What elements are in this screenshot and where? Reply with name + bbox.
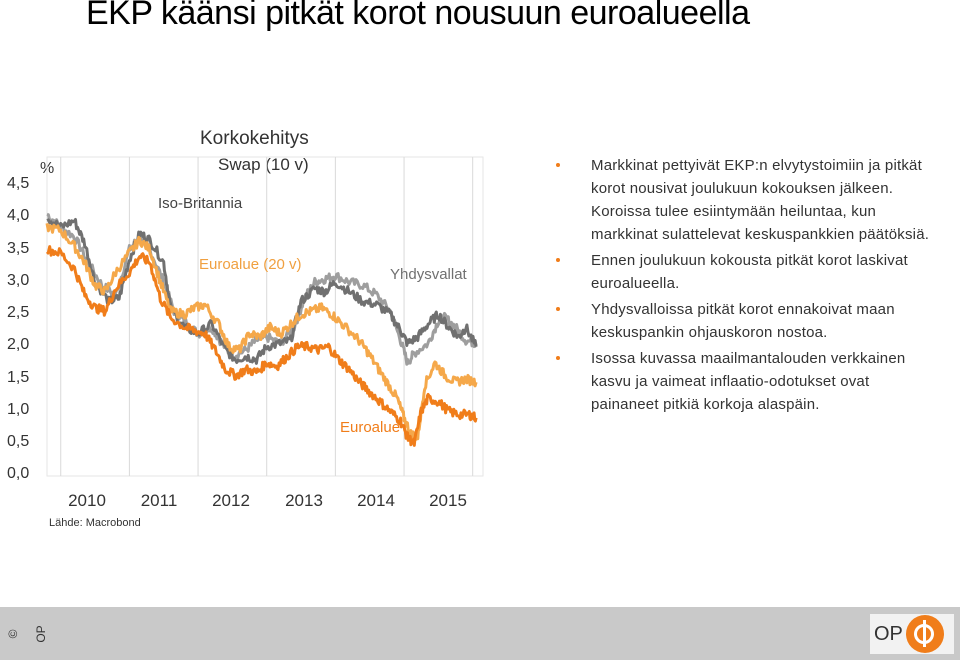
bullet-item xyxy=(556,249,936,295)
op-logo-icon xyxy=(906,615,944,653)
series-label-yhdysvallat: Yhdysvallat xyxy=(390,266,467,283)
source-note: Lähde: Macrobond xyxy=(49,517,141,527)
y-tick-label: 4,5 xyxy=(7,175,30,192)
bullet-text: Markkinat pettyivät EKP:n elvytystoimiin ja pitkät korot nousivat joulukuun kokouksen jälkeen. Koroissa tulee esiintymään heiluntaa, kun markkinat sulattelevat keskuspankkien päätöksiä. xyxy=(591,157,930,243)
x-tick-label: 2011 xyxy=(140,491,178,510)
y-tick-label: 1,5 xyxy=(7,369,30,386)
bullet-dot-icon xyxy=(556,258,560,262)
x-tick-label: 2014 xyxy=(357,491,395,510)
bullet-text: Ennen joulukuun kokousta pitkät korot laskivat euroalueella. xyxy=(591,252,908,292)
chart-subtitle: Swap (10 v) xyxy=(218,155,309,174)
y-tick-label: 0,5 xyxy=(7,433,30,450)
x-tick-label: 2013 xyxy=(285,491,323,510)
logo-text: OP xyxy=(874,623,903,645)
y-tick-label: 1,0 xyxy=(7,401,30,418)
bullet-text: Yhdysvalloissa pitkät korot ennakoivat maan keskuspankin ohjauskoron nostoa. xyxy=(591,301,895,341)
bullet-dot-icon xyxy=(556,163,560,167)
y-tick-label: 2,0 xyxy=(7,336,30,353)
op-logo xyxy=(870,614,954,654)
y-tick-label: 0,0 xyxy=(7,465,30,482)
series-label-euroalue: Euroalue xyxy=(340,419,401,436)
y-tick-label: 2,5 xyxy=(7,304,30,321)
y-tick-label: 4,0 xyxy=(7,207,30,224)
bullet-item xyxy=(556,154,936,246)
x-tick-label: 2012 xyxy=(212,491,250,510)
bullet-dot-icon xyxy=(556,307,560,311)
bullet-dot-icon xyxy=(556,356,560,360)
copyright-text: © OP xyxy=(6,625,48,643)
bullet-list xyxy=(556,154,936,419)
y-tick-label: 3,5 xyxy=(7,240,30,257)
bullet-item xyxy=(556,298,936,344)
series-label-iso-britannia: Iso-Britannia xyxy=(158,195,243,212)
y-tick-label: 3,0 xyxy=(7,272,30,289)
series-label-euroalue-20v: Euroalue (20 v) xyxy=(199,256,302,273)
bullet-text: Isossa kuvassa maailmantalouden verkkainen kasvu ja vaimeat inflaatio-odotukset ovat painaneet pitkiä korkoja alaspäin. xyxy=(591,350,906,413)
x-tick-label: 2015 xyxy=(429,491,467,510)
footer-bar xyxy=(0,607,960,660)
y-axis-unit-label: % xyxy=(40,160,55,177)
chart-title: Korkokehitys xyxy=(200,128,309,149)
bullet-item xyxy=(556,347,936,416)
slide-title: EKP käänsi pitkät korot nousuun euroalueella xyxy=(86,0,750,32)
x-tick-label: 2010 xyxy=(68,491,106,510)
